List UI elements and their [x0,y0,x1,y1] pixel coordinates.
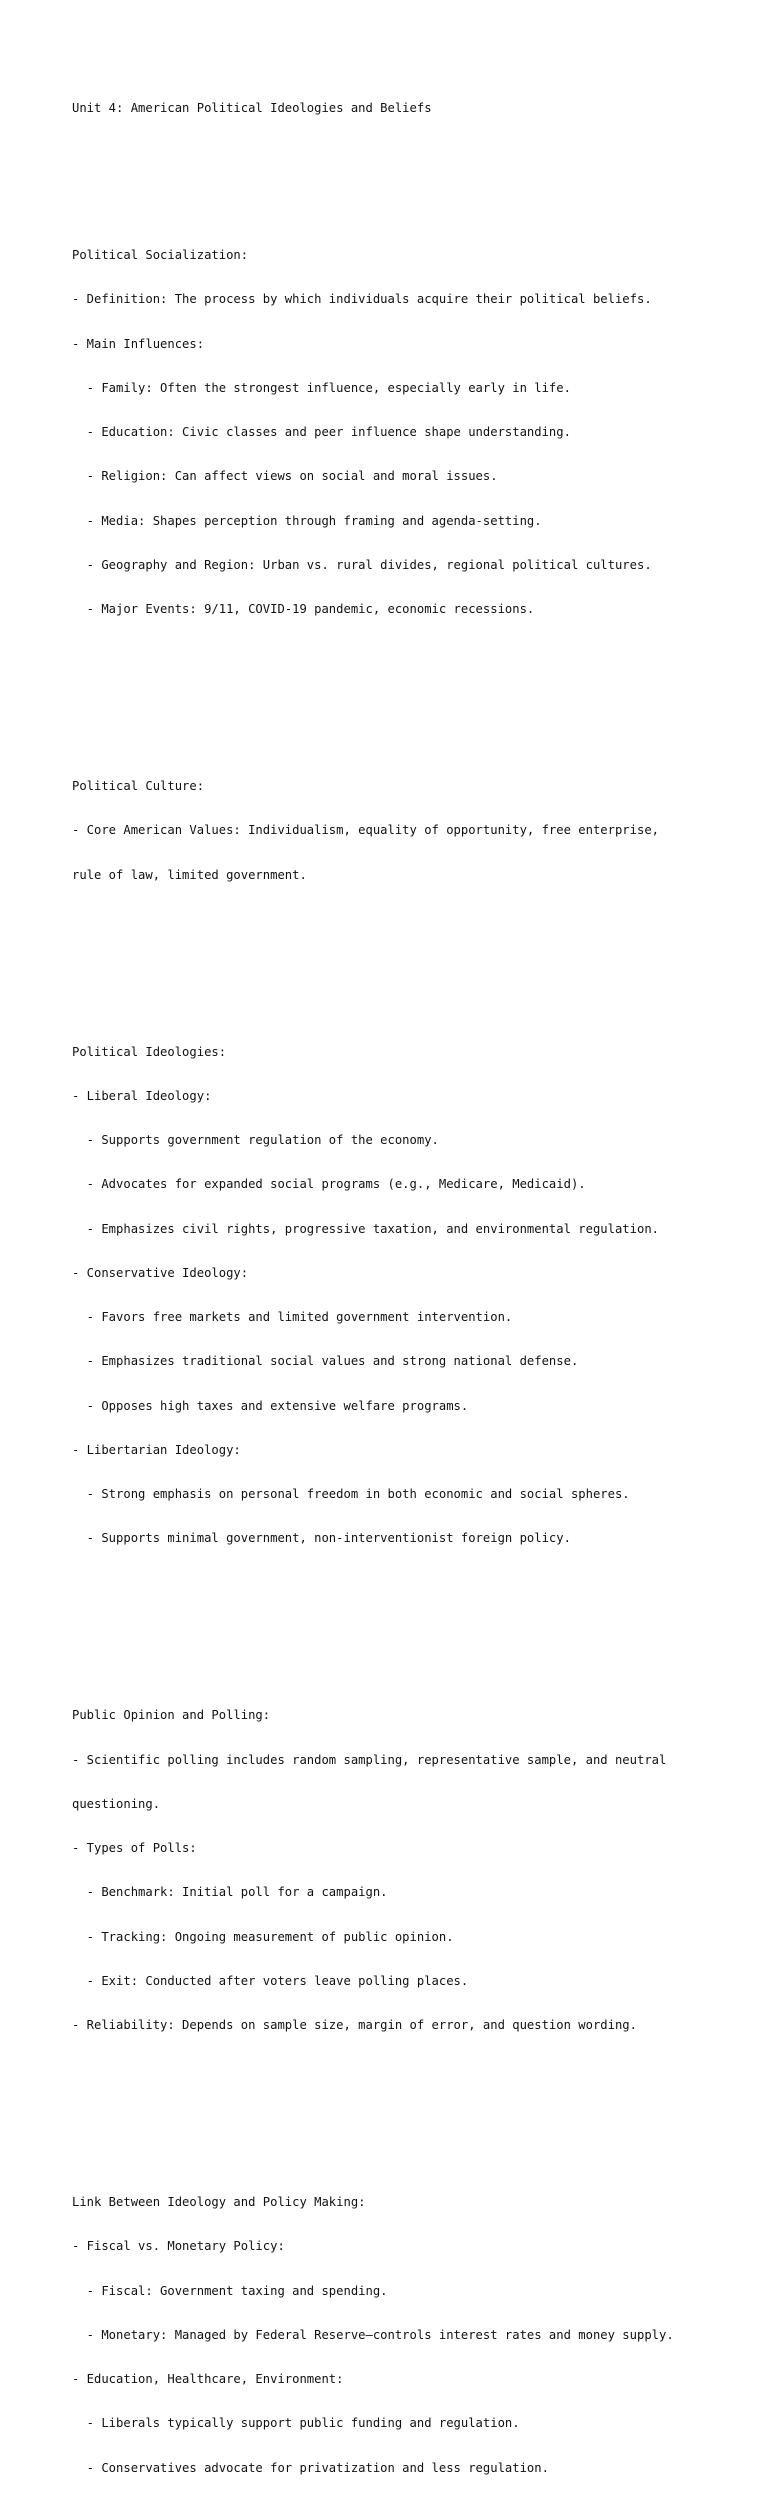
text-line: - Conservative Ideology: [72,1265,249,1280]
text-line: - Advocates for expanded social programs (e.g., Medicare, Medicaid). [72,1177,586,1192]
text-line: - Opposes high taxes and extensive welfare programs. [72,1398,469,1413]
blank-line [72,145,712,160]
section-heading: Political Ideologies: [72,1044,227,1059]
section-political-culture [72,750,712,912]
blank-line [72,941,712,956]
text-line: - Benchmark: Initial poll for a campaign. [72,1885,388,1900]
text-line: - Definition: The process by which individuals acquire their political beliefs. [72,292,652,307]
document-body [72,71,712,2520]
text-line: - Core American Values: Individualism, equality of opportunity, free enterprise, [72,823,659,838]
text-line: - Main Influences: [72,336,205,351]
section-political-ideologies [72,1015,712,1576]
text-line: - Strong emphasis on personal freedom in both economic and social spheres. [72,1487,630,1501]
section-heading: Political Socialization: [72,248,249,262]
text-line: - Major Events: 9/11, COVID-19 pandemic, economic recessions. [72,602,535,616]
text-line: rule of law, limited government. [72,867,307,882]
text-line: - Scientific polling includes random sampling, representative sample, and neutral [72,1752,667,1767]
text-line: - Liberals typically support public funding and regulation. [72,2416,520,2431]
text-line: questioning. [72,1796,161,1811]
text-line: - Religion: Can affect views on social and moral issues. [72,469,498,484]
blank-line [72,2092,712,2107]
text-line: - Education: Civic classes and peer influence shape understanding. [72,425,571,439]
text-line: - Fiscal: Government taxing and spending. [72,2283,388,2298]
text-line: - Types of Polls: [72,1841,197,1855]
section-political-socialization [72,219,712,647]
text-line: - Reliability: Depends on sample size, margin of error, and question wording. [72,2018,637,2032]
text-line: - Media: Shapes perception through framing and agenda-setting. [72,513,542,528]
text-line: - Exit: Conducted after voters leave polling places. [72,1973,469,1988]
section-heading: Political Culture: [72,779,205,793]
text-line: - Monetary: Managed by Federal Reserve—controls interest rates and money supply. [72,2327,674,2342]
text-line: - Emphasizes traditional social values and strong national defense. [72,1354,579,1369]
text-line: - Fiscal vs. Monetary Policy: [72,2239,285,2254]
text-line: - Geography and Region: Urban vs. rural divides, regional political cultures. [72,557,652,572]
text-line: - Tracking: Ongoing measurement of public opinion. [72,1929,454,1944]
blank-line [72,676,712,691]
text-line: - Libertarian Ideology: [72,1442,241,1457]
section-heading: Public Opinion and Polling: [72,1708,271,1723]
section-heading: Link Between Ideology and Policy Making: [72,2195,366,2209]
section-ideology-policy-link [72,2166,712,2505]
text-line: - Supports government regulation of the economy. [72,1133,439,1147]
text-line: - Liberal Ideology: [72,1088,212,1103]
text-line: - Emphasizes civil rights, progressive taxation, and environmental regulation. [72,1221,659,1236]
text-line: - Favors free markets and limited government intervention. [72,1310,513,1324]
blank-line [72,1605,712,1620]
section-public-opinion-polling [72,1679,712,2063]
text-line: - Supports minimal government, non-interventionist foreign policy. [72,1531,571,1546]
text-line: - Conservatives advocate for privatization and less regulation. [72,2460,549,2475]
text-line: - Education, Healthcare, Environment: [72,2372,344,2386]
text-line: - Family: Often the strongest influence, especially early in life. [72,380,571,395]
document-title: Unit 4: American Political Ideologies and Beliefs [72,100,432,115]
